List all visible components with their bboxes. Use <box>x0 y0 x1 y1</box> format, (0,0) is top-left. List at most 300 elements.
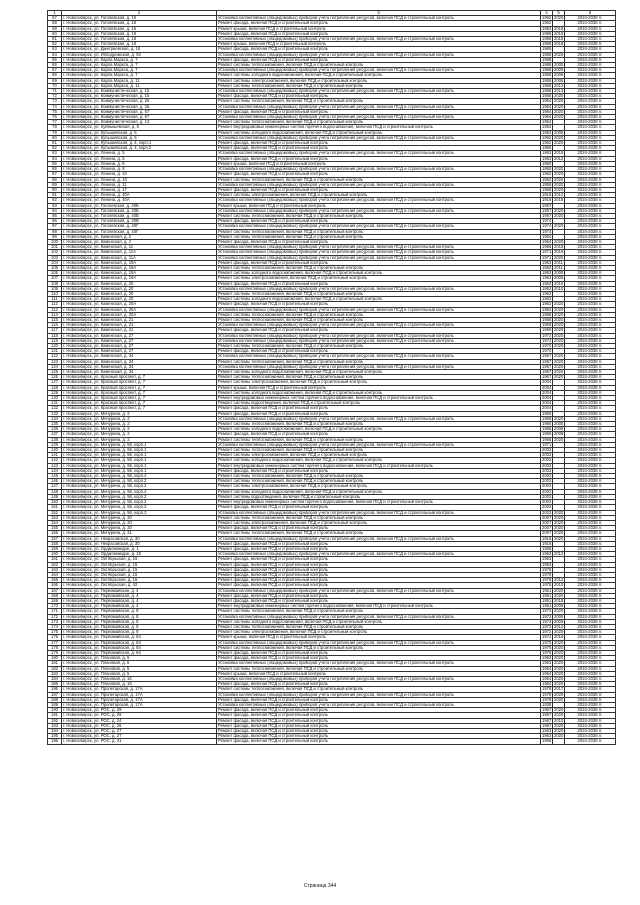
last-repair-cell: 2009 <box>554 614 564 619</box>
work-type-cell: Ремонт фасада, включая ПСД и строительный контроль <box>217 656 541 661</box>
address-cell: г. Новосибирск, ул. Карла Маркса, д. 7 <box>62 57 217 62</box>
row-number-cell: 108 <box>48 281 62 286</box>
year-built-cell: 1958 <box>542 187 552 192</box>
address-cell: г. Новосибирск, ул. Ленина, д. 5 <box>62 151 217 156</box>
planned-period-cell: 2024-2038 гг. <box>565 42 616 47</box>
row-number-cell: 164 <box>48 572 62 577</box>
last-repair-cell: 2018 <box>554 197 564 203</box>
work-type-cell: Установка коллективных (общедомовых) приборов учета потребления ресурсов, включая ПСД и строительный контроль <box>217 338 541 343</box>
planned-period-cell: 2024-2038 гг. <box>565 151 616 156</box>
year-built-cell: 1916 <box>542 192 552 198</box>
address-cell: г. Новосибирск, ул. Мичурина, д. 2 <box>62 416 217 421</box>
address-cell: г. Новосибирск, ул. Первомайская, д. 4 <box>62 593 217 598</box>
planned-period-cell: 2024-2038 гг. <box>565 406 616 411</box>
planned-period-cell: 2024-2038 гг. <box>565 677 616 682</box>
year-built-cell: 1965 <box>542 421 552 427</box>
work-type-cell: Ремонт фасада, включая ПСД и строительный контроль <box>217 432 541 437</box>
row-number-cell: 68 <box>48 73 62 78</box>
planned-period-cell: 2024-2038 гг. <box>565 167 616 172</box>
work-type-cell: Установка коллективных (общедомовых) приборов учета потребления ресурсов, включая ПСД и строительный контроль <box>217 677 541 682</box>
last-repair-cell: 2020 <box>554 239 564 244</box>
work-type-cell: Ремонт системы теплоснабжения, включая ПСД и строительный контроль <box>217 229 541 234</box>
address-cell: г. Новосибирск, ул. Коммунистическая, д. 67 <box>62 109 217 114</box>
row-number-cell: 171 <box>48 609 62 614</box>
row-number-cell: 104 <box>48 260 62 265</box>
row-number-cell: 162 <box>48 562 62 567</box>
row-number-cell: 127 <box>48 380 62 385</box>
work-type-cell: Ремонт фасада, включая ПСД и строительный контроль <box>217 583 541 588</box>
planned-period-cell: 2024-2038 гг. <box>565 37 616 42</box>
year-built-cell: 1973 <box>542 614 552 619</box>
address-cell: г. Новосибирск, ул. Первомайская, д. 4 <box>62 598 217 603</box>
year-built-cell: 2002 <box>542 452 552 458</box>
year-built-cell: 1978 <box>542 697 552 702</box>
address-cell: г. Новосибирск, ул. Каменская, д. 34 <box>62 359 217 364</box>
last-repair-cell: 2020 <box>554 712 564 718</box>
address-cell: г. Новосибирск, ул. Кубышевская, д. 5 <box>62 130 217 135</box>
address-cell: г. Новосибирск, ул. Каменская, д. 20А <box>62 302 217 307</box>
year-built-cell: 1971 <box>542 442 552 447</box>
year-built-cell: 1978 <box>542 686 552 692</box>
last-repair-cell: 2020 <box>554 317 564 322</box>
year-built-cell: 1962 <box>542 291 552 296</box>
row-number-cell: 58 <box>48 21 62 26</box>
year-built-cell: 1976 <box>542 582 552 588</box>
work-type-cell: Ремонт фасада, включая ПСД и строительный контроль <box>217 708 541 713</box>
work-type-cell: Установка коллективных (общедомовых) приборов учета потребления ресурсов, включая ПСД и строительный контроль <box>217 208 541 213</box>
last-repair-cell: 2020 <box>554 520 564 525</box>
planned-period-cell: 2024-2038 гг. <box>565 307 616 312</box>
last-repair-cell: 2020 <box>554 98 564 104</box>
address-cell: г. Новосибирск, ул. Мичурина, д. 56, корп.2 <box>62 484 217 489</box>
work-type-cell: Установка коллективных (общедомовых) приборов учета потребления ресурсов, включая ПСД и строительный контроль <box>217 115 541 120</box>
planned-period-cell: 2024-2038 гг. <box>565 567 616 572</box>
year-built-cell: 1957 <box>542 213 552 218</box>
year-built-cell: 2002 <box>542 457 552 463</box>
address-cell: г. Новосибирск, ул. Красный проспект, д. 7 <box>62 380 217 385</box>
planned-period-cell: 2024-2038 гг. <box>565 479 616 484</box>
row-number-cell: 75 <box>48 109 62 114</box>
planned-period-cell: 2024-2038 гг. <box>565 338 616 343</box>
address-cell: г. Новосибирск, ул. Мичурина, д. 56, корп.2 <box>62 510 217 515</box>
last-repair-cell: 2020 <box>554 182 564 187</box>
year-built-cell: 1951 <box>542 598 552 603</box>
last-repair-cell: 2020 <box>554 728 564 734</box>
planned-period-cell: 2024-2038 гг. <box>565 286 616 291</box>
address-cell: г. Новосибирск, ул. Пролетарская, д. 17А <box>62 703 217 708</box>
table-row <box>48 739 616 744</box>
address-cell: г. Новосибирск, ул. Каменская, д. 20А <box>62 312 217 317</box>
planned-period-cell: 2024-2038 гг. <box>565 562 616 567</box>
address-cell: г. Новосибирск, ул. Красный проспект, д. 7 <box>62 390 217 395</box>
planned-period-cell: 2024-2038 гг. <box>565 723 616 728</box>
work-type-cell: Ремонт системы водоотведения, включая ПСД и строительный контроль <box>217 401 541 406</box>
address-cell: г. Новосибирск, ул. Гоголевская, д. 40Б <box>62 208 217 213</box>
row-number-cell: 93 <box>48 203 62 208</box>
address-cell: г. Новосибирск, ул. Первомайская, д. 8 <box>62 609 217 614</box>
address-cell: г. Новосибирск, ул. Ленина, д. 17 <box>62 187 217 192</box>
row-number-cell: 112 <box>48 302 62 307</box>
address-cell: г. Новосибирск, ул. Мичурина, д. 2 <box>62 422 217 427</box>
row-number-cell: 196 <box>48 739 62 744</box>
row-number-cell: 110 <box>48 291 62 296</box>
address-cell: г. Новосибирск, ул. Красный проспект, д. 7 <box>62 385 217 390</box>
planned-period-cell: 2024-2038 гг. <box>565 635 616 640</box>
row-number-cell: 167 <box>48 588 62 593</box>
year-built-cell: 1974 <box>542 229 552 234</box>
year-built-cell: 1972 <box>542 333 552 338</box>
work-type-cell: Ремонт системы теплоснабжения, включая ПСД и строительный контроль <box>217 474 541 479</box>
address-cell: г. Новосибирск, ул. Кубышевская, д. 5 <box>62 135 217 140</box>
year-built-cell: 1970 <box>542 343 552 348</box>
planned-period-cell: 2024-2038 гг. <box>565 396 616 401</box>
row-number-cell: 166 <box>48 583 62 588</box>
last-repair-cell: 2020 <box>554 416 564 421</box>
work-type-cell: Ремонт системы теплоснабжения, включая ПСД и строительный контроль <box>217 63 541 68</box>
year-built-cell: 1962 <box>542 15 552 21</box>
address-cell: г. Новосибирск, ул. Куйбышевская, д. 5 <box>62 125 217 130</box>
last-repair-cell: 2020 <box>554 140 564 146</box>
last-repair-cell: 2008 <box>554 67 564 73</box>
address-cell: г. Новосибирск, ул. РОС, д. 29 <box>62 708 217 713</box>
last-repair-cell: 2020 <box>554 109 564 114</box>
planned-period-cell: 2024-2038 гг. <box>565 380 616 385</box>
planned-period-cell: 2024-2038 гг. <box>565 505 616 510</box>
work-type-cell: Установка коллективных (общедомовых) приборов учета потребления ресурсов, включая ПСД и строительный контроль <box>217 354 541 359</box>
year-built-cell: 1960 <box>542 166 552 172</box>
year-built-cell: 1959 <box>542 327 552 333</box>
row-number-cell: 148 <box>48 489 62 494</box>
year-built-cell: 1971 <box>542 249 552 255</box>
planned-period-cell: 2024-2038 гг. <box>565 239 616 244</box>
year-built-cell: 1964 <box>542 98 552 104</box>
address-cell: г. Новосибирск, ул. Первомайская, д. 84 <box>62 650 217 655</box>
row-number-cell: 138 <box>48 437 62 442</box>
row-number-cell: 74 <box>48 104 62 109</box>
address-cell: г. Новосибирск, ул. Мичурина, д. 56, корп.2 <box>62 500 217 505</box>
planned-period-cell: 2024-2038 гг. <box>565 359 616 364</box>
last-repair-cell: 2016 <box>554 249 564 255</box>
last-repair-cell: 2006 <box>554 78 564 83</box>
work-type-cell: Ремонт крыши, включая ПСД и строительный контроль <box>217 26 541 31</box>
year-built-cell: 1967 <box>542 718 552 723</box>
row-number-cell: 146 <box>48 479 62 484</box>
last-repair-cell: 2008 <box>554 431 564 437</box>
address-cell: г. Новосибирск, ул. Октябрьская, д. 15 <box>62 557 217 562</box>
year-built-cell: 1964 <box>542 666 552 671</box>
last-repair-cell: 2015 <box>554 31 564 36</box>
last-repair-cell: 2020 <box>554 588 564 593</box>
address-cell: г. Новосибирск, ул. Каменская, д. 20 <box>62 297 217 302</box>
planned-period-cell: 2024-2038 гг. <box>565 708 616 713</box>
work-type-cell: Установка коллективных (общедомовых) приборов учета потребления ресурсов, включая ПСД и строительный контроль <box>217 510 541 515</box>
planned-period-cell: 2024-2038 гг. <box>565 656 616 661</box>
address-cell: г. Новосибирск, ул. Первомайская, д. 8 <box>62 630 217 635</box>
last-repair-cell: 2012 <box>554 577 564 583</box>
row-number-cell: 63 <box>48 47 62 52</box>
planned-period-cell: 2024-2038 гг. <box>565 411 616 416</box>
work-type-cell: Ремонт внутридомовых инженерных систем горячего водоснабжения, включая ПСД и строительный контроль <box>217 463 541 468</box>
year-built-cell: 1916 <box>542 197 552 203</box>
year-built-cell: 1958 <box>542 31 552 36</box>
planned-period-cell: 2024-2038 гг. <box>565 99 616 104</box>
row-number-cell: 193 <box>48 723 62 728</box>
planned-period-cell: 2024-2038 гг. <box>565 531 616 536</box>
work-type-cell: Ремонт системы теплоснабжения, включая ПСД и строительный контроль <box>217 609 541 614</box>
year-built-cell: 1967 <box>542 364 552 369</box>
work-type-cell: Ремонт фасада, включая ПСД и строительный контроль <box>217 187 541 192</box>
work-type-cell: Ремонт фасада, включая ПСД и строительный контроль <box>217 146 541 151</box>
address-cell: г. Новосибирск, ул. Коммунистическая, д. 15 <box>62 94 217 99</box>
work-type-cell: Ремонт внутридомовых инженерных систем горячего водоснабжения, включая ПСД и строительный контроль <box>217 500 541 505</box>
year-built-cell: 1972 <box>542 634 552 640</box>
year-built-cell: 1962 <box>542 140 552 146</box>
last-repair-cell: 2020 <box>554 104 564 109</box>
row-number-cell: 147 <box>48 484 62 489</box>
work-type-cell: Ремонт крыши, включая ПСД и строительный контроль <box>217 203 541 208</box>
row-number-cell: 156 <box>48 531 62 536</box>
address-cell: г. Новосибирск, ул. Октябрьская, д. 15 <box>62 572 217 577</box>
address-cell: г. Новосибирск, ул. Мичурина, д. 2 <box>62 432 217 437</box>
planned-period-cell: 2024-2038 гг. <box>565 463 616 468</box>
last-repair-cell: 2020 <box>554 676 564 681</box>
address-cell: г. Новосибирск, ул. Коммунистическая, д. 26 <box>62 104 217 109</box>
year-built-cell: 1963 <box>542 556 552 562</box>
row-number-cell: 179 <box>48 650 62 655</box>
work-type-cell: Ремонт крыши, включая ПСД и строительный контроль <box>217 161 541 166</box>
work-type-cell: Установка коллективных (общедомовых) приборов учета потребления ресурсов, включая ПСД и строительный контроль <box>217 245 541 250</box>
planned-period-cell: 2024-2038 гг. <box>565 422 616 427</box>
page-footer: Страница 344 <box>303 883 337 889</box>
row-number-cell: 163 <box>48 567 62 572</box>
work-type-cell: Ремонт фасада, включая ПСД и строительный контроль <box>217 578 541 583</box>
last-repair-cell: 2018 <box>554 244 564 250</box>
work-type-cell: Ремонт фасада, включая ПСД и строительный контроль <box>217 109 541 114</box>
planned-period-cell: 2024-2038 гг. <box>565 177 616 182</box>
work-type-cell: Ремонт системы электроснабжения, включая ПСД и строительный контроль <box>217 193 541 198</box>
year-built-cell: 2004 <box>542 385 552 390</box>
year-built-cell: 1962 <box>542 26 552 31</box>
row-number-cell: 69 <box>48 78 62 83</box>
work-type-cell: Установка коллективных (общедомовых) приборов учета потребления ресурсов, включая ПСД и строительный контроль <box>217 442 541 447</box>
row-number-cell: 90 <box>48 187 62 192</box>
year-built-cell: 1967 <box>542 369 552 375</box>
work-type-cell: Ремонт крыши, включая ПСД и строительный контроль <box>217 385 541 390</box>
row-number-cell: 94 <box>48 208 62 213</box>
work-type-cell: Ремонт системы теплоснабжения, включая ПСД и строительный контроль <box>217 645 541 650</box>
last-repair-cell: 2018 <box>554 41 564 47</box>
row-number-cell: 82 <box>48 146 62 151</box>
year-built-cell: 1960 <box>542 161 552 166</box>
address-cell: г. Новосибирск, ул. Октябрьская, д. 15 <box>62 578 217 583</box>
planned-period-cell: 2024-2038 гг. <box>565 344 616 349</box>
last-repair-cell: 2010 <box>554 281 564 286</box>
address-cell: г. Новосибирск, ул. Мичурина, д. 21 <box>62 531 217 536</box>
year-built-cell: 1974 <box>542 223 552 229</box>
planned-period-cell: 2024-2038 гг. <box>565 312 616 317</box>
year-built-cell: 1965 <box>542 437 552 442</box>
last-repair-cell: 2012 <box>554 624 564 629</box>
planned-period-cell: 2024-2038 гг. <box>565 68 616 73</box>
work-type-cell: Ремонт системы теплоснабжения, включая ПСД и строительный контроль <box>217 213 541 218</box>
address-cell: г. Новосибирск, ул. Каменская, д. 20 <box>62 291 217 296</box>
address-cell: г. Новосибирск, ул. Каменская, д. 19А <box>62 260 217 265</box>
last-repair-cell: 2020 <box>554 15 564 21</box>
work-type-cell: Установка коллективных (общедомовых) приборов учета потребления ресурсов, включая ПСД и строительный контроль <box>217 536 541 541</box>
year-built-cell: 1972 <box>542 338 552 343</box>
planned-period-cell: 2024-2038 гг. <box>565 520 616 525</box>
row-number-cell: 83 <box>48 151 62 156</box>
year-built-cell: 1959 <box>542 416 552 421</box>
work-type-cell: Ремонт фасада, включая ПСД и строительный контроль <box>217 328 541 333</box>
address-cell: г. Новосибирск, ул. Гоголевская, д. 16 <box>62 21 217 26</box>
row-number-cell: 152 <box>48 510 62 515</box>
planned-period-cell: 2024-2038 гг. <box>565 208 616 213</box>
year-built-cell: 1964 <box>542 114 552 120</box>
address-cell: г. Новосибирск, ул. Гоголевская, д. 16 <box>62 26 217 31</box>
address-cell: г. Новосибирск, ул. Мичурина, д. 56, корп.1 <box>62 448 217 453</box>
address-cell: г. Новосибирск, ул. Каменская, д. 11А <box>62 250 217 255</box>
last-repair-cell: 2020 <box>554 374 564 380</box>
work-type-cell: Ремонт системы теплоснабжения, включая ПСД и строительный контроль <box>217 344 541 349</box>
planned-period-cell: 2024-2038 гг. <box>565 468 616 473</box>
work-type-cell: Ремонт фасада, включая ПСД и строительный контроль <box>217 567 541 572</box>
planned-period-cell: 2024-2038 гг. <box>565 47 616 52</box>
address-cell: г. Новосибирск, ул. Каменская, д. 27 <box>62 333 217 338</box>
row-number-cell: 194 <box>48 729 62 734</box>
work-type-cell: Ремонт системы холодного водоснабжения, включая ПСД и строительный контроль <box>217 390 541 395</box>
work-type-cell: Установка коллективных (общедомовых) приборов учета потребления ресурсов, включая ПСД и строительный контроль <box>217 68 541 73</box>
year-built-cell: 1965 <box>542 431 552 437</box>
year-built-cell: 1956 <box>542 244 552 250</box>
address-cell: г. Новосибирск, ул. Каменская, д. 21 <box>62 317 217 322</box>
work-type-cell: Ремонт фасада, включая ПСД и строительный контроль <box>217 302 541 307</box>
year-built-cell: 1963 <box>542 281 552 286</box>
row-number-cell: 118 <box>48 333 62 338</box>
address-cell: г. Новосибирск, ул. Мичурина, д. 20 <box>62 515 217 520</box>
year-built-cell: 2002 <box>542 499 552 505</box>
planned-period-cell: 2024-2038 гг. <box>565 619 616 624</box>
year-built-cell: 1962 <box>542 124 552 130</box>
year-built-cell: 1967 <box>542 359 552 364</box>
row-number-cell: 95 <box>48 213 62 218</box>
year-built-cell: 1966 <box>542 52 552 57</box>
work-type-cell: Установка коллективных (общедомовых) приборов учета потребления ресурсов, включая ПСД и строительный контроль <box>217 167 541 172</box>
planned-period-cell: 2024-2038 гг. <box>565 187 616 192</box>
planned-period-cell: 2024-2038 гг. <box>565 583 616 588</box>
last-repair-cell: 2005 <box>554 130 564 135</box>
work-type-cell: Установка коллективных (общедомовых) приборов учета потребления ресурсов, включая ПСД и строительный контроль <box>217 16 541 21</box>
row-number-cell: 173 <box>48 619 62 624</box>
address-cell: г. Новосибирск, ул. Кубышевская, д. 4, корп.2 <box>62 146 217 151</box>
row-number-cell: 115 <box>48 317 62 322</box>
address-cell: г. Новосибирск, ул. Мичурина, д. 56, корп.1 <box>62 468 217 473</box>
year-built-cell: 1958 <box>542 182 552 187</box>
planned-period-cell: 2024-2038 гг. <box>565 328 616 333</box>
year-built-cell: 2002 <box>542 504 552 510</box>
address-cell: г. Новосибирск, ул. Мичурина, д. 20 <box>62 526 217 531</box>
row-number-cell: 121 <box>48 349 62 354</box>
last-repair-cell: 2012 <box>554 551 564 557</box>
work-type-cell: Ремонт системы теплоснабжения, включая ПСД и строительный контроль <box>217 265 541 270</box>
address-cell: г. Новосибирск, ул. Мичурина, д. 56, корп.2 <box>62 494 217 499</box>
work-type-cell: Ремонт системы электроснабжения, включая ПСД и строительный контроль <box>217 520 541 525</box>
work-type-cell: Установка коллективных (общедомовых) приборов учета потребления ресурсов, включая ПСД и строительный контроль <box>217 416 541 421</box>
work-type-cell: Ремонт системы теплоснабжения, включая ПСД и строительный контроль <box>217 687 541 692</box>
year-built-cell: 1963 <box>542 660 552 666</box>
planned-period-cell: 2024-2038 гг. <box>565 89 616 94</box>
year-built-cell: 2004 <box>542 400 552 406</box>
address-cell: г. Новосибирск, ул. Гоголевская, д. 40Г <box>62 224 217 229</box>
year-built-cell: 1962 <box>542 307 552 312</box>
planned-period-cell: 2024-2038 гг. <box>565 541 616 546</box>
last-repair-cell: 2008 <box>554 275 564 281</box>
year-built-cell: 1968 <box>542 57 552 62</box>
address-cell: г. Новосибирск, ул. РОС, д. 29 <box>62 713 217 718</box>
work-type-cell: Установка коллективных (общедомовых) приборов учета потребления ресурсов, включая ПСД и строительный контроль <box>217 703 541 708</box>
row-number-cell: 107 <box>48 276 62 281</box>
row-number-cell: 87 <box>48 172 62 177</box>
last-repair-cell: 2020 <box>554 171 564 177</box>
work-type-cell: Ремонт системы теплоснабжения, включая ПСД и строительный контроль <box>217 624 541 629</box>
row-number-cell: 101 <box>48 245 62 250</box>
planned-period-cell: 2024-2038 гг. <box>565 260 616 265</box>
last-repair-cell <box>553 739 565 744</box>
work-type-cell: Ремонт внутридомовых инженерных систем горячего водоснабжения, включая ПСД и строительный контроль <box>217 125 541 130</box>
last-repair-cell: 2020 <box>554 187 564 192</box>
year-built-cell: 1973 <box>542 608 552 614</box>
last-repair-cell: 2020 <box>554 525 564 531</box>
work-type-cell: Ремонт системы теплоснабжения, включая ПСД и строительный контроль <box>217 99 541 104</box>
address-cell: г. Новосибирск, ул. Каменская, д. 20 <box>62 281 217 286</box>
last-repair-cell: 2008 <box>554 619 564 624</box>
planned-period-cell: 2024-2038 гг. <box>565 375 616 380</box>
last-repair-cell: 2020 <box>554 135 564 140</box>
last-repair-cell: 2020 <box>554 223 564 229</box>
planned-period-cell: 2024-2038 гг. <box>565 401 616 406</box>
work-type-cell: Ремонт системы электроснабжения, включая ПСД и строительный контроль <box>217 453 541 458</box>
planned-period-cell: 2024-2038 гг. <box>565 682 616 687</box>
year-built-cell: 1958 <box>542 36 552 42</box>
planned-period-cell: 2024-2038 гг. <box>565 448 616 453</box>
work-type-cell: Ремонт фасада, включая ПСД и строительный контроль <box>217 650 541 655</box>
work-type-cell: Ремонт крыши, включая ПСД и строительный контроль <box>217 671 541 676</box>
work-type-cell: Ремонт фасада, включая ПСД и строительный контроль <box>217 411 541 416</box>
last-repair-cell: 2020 <box>554 255 564 260</box>
row-number-cell: 85 <box>48 161 62 166</box>
row-number-cell: 96 <box>48 219 62 224</box>
address-cell: г. Новосибирск, ул. Кубышевская, д. 4, корп.1 <box>62 141 217 146</box>
last-repair-cell: 2020 <box>554 312 564 317</box>
work-type-cell: Ремонт системы электроснабжения, включая ПСД и строительный контроль <box>217 484 541 489</box>
address-cell: г. Новосибирск, ул. Мичурина, д. 56, корп.2 <box>62 479 217 484</box>
address-cell: г. Новосибирск, ул. Каменская, д. 19А <box>62 276 217 281</box>
year-built-cell: 1962 <box>542 296 552 302</box>
planned-period-cell: 2024-2038 гг. <box>565 125 616 130</box>
address-cell: г. Новосибирск, ул. Плановая, д. 5 <box>62 661 217 666</box>
last-repair-cell: 2016 <box>554 634 564 640</box>
work-type-cell: Ремонт системы холодного водоснабжения, включая ПСД и строительный контроль <box>217 130 541 135</box>
planned-period-cell: 2024-2038 гг. <box>565 255 616 260</box>
header-cell-last-repair: 5 <box>553 11 565 16</box>
work-type-cell: Ремонт фасада, включая ПСД и строительный контроль <box>217 47 541 52</box>
year-built-cell: 1957 <box>542 203 552 208</box>
address-cell: г. Новосибирск, ул. РОС, д. 31 <box>62 739 217 744</box>
work-type-cell: Установка коллективных (общедомовых) приборов учета потребления ресурсов, включая ПСД и строительный контроль <box>217 250 541 255</box>
row-number-cell: 195 <box>48 734 62 739</box>
work-type-cell: Ремонт фасада, включая ПСД и строительный контроль <box>217 546 541 551</box>
row-number-cell: 159 <box>48 546 62 551</box>
